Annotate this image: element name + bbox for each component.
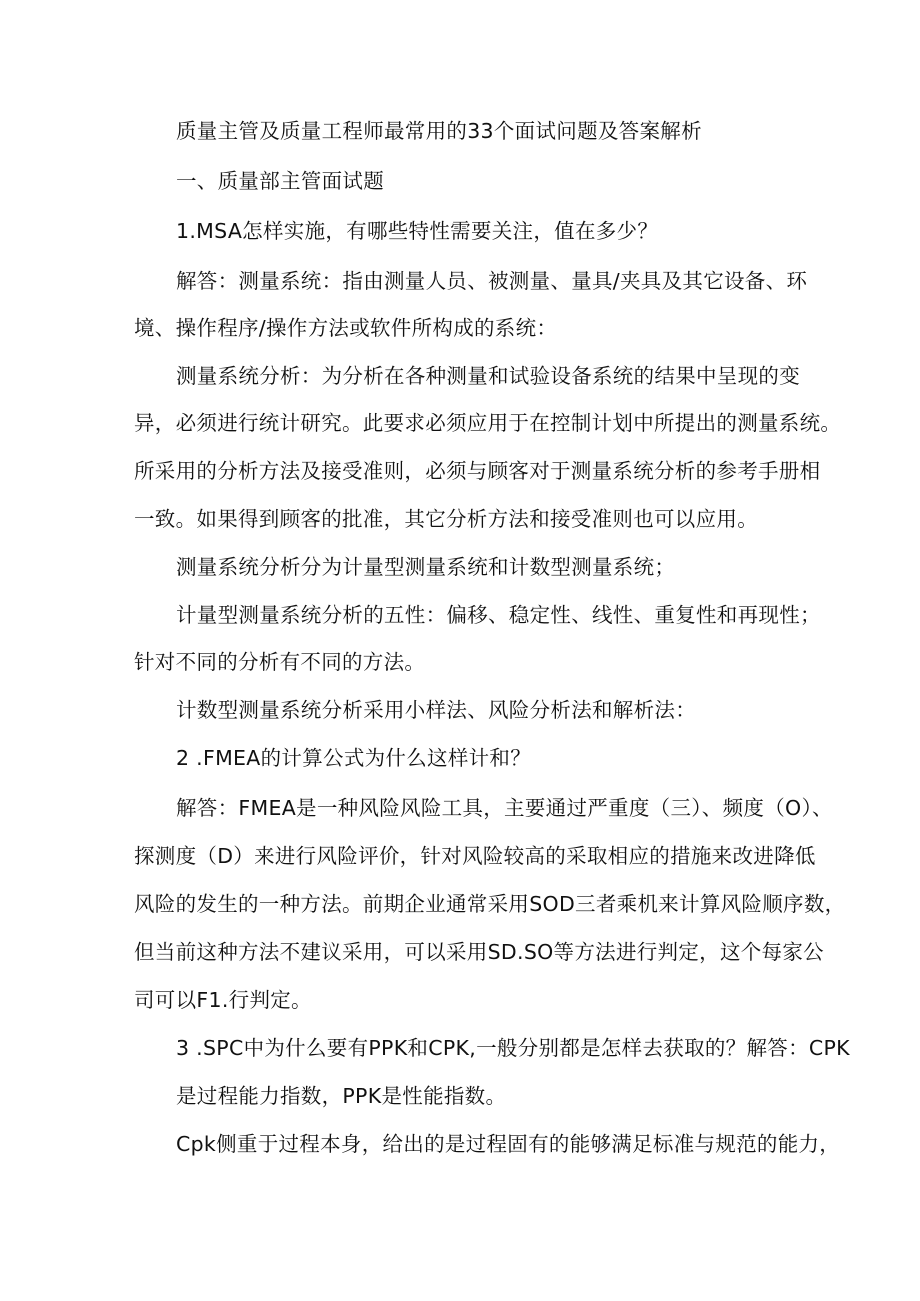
question-2: 2 .FMEA的计算公式为什么这样计和？ (176, 746, 532, 770)
paragraph-line: 风险的发生的一种方法。前期企业通常采用SOD三者乘机来计算风险顺序数， (134, 892, 846, 916)
paragraph-line: 是过程能力指数，PPK是性能指数。 (176, 1084, 507, 1108)
paragraph-line: 针对不同的分析有不同的方法。 (134, 650, 426, 674)
paragraph-line: 计数型测量系统分析采用小样法、风险分析法和解析法： (176, 698, 696, 722)
paragraph-line: 探测度（D）来进行风险评价，针对风险较高的采取相应的措施来改进降低 (134, 844, 816, 868)
paragraph-line: 一致。如果得到顾客的批准，其它分析方法和接受准则也可以应用。 (134, 507, 758, 531)
section-heading: 一、质量部主管面试题 (176, 169, 384, 193)
paragraph-line: 但当前这种方法不建议采用，可以采用SD.SO等方法进行判定，这个每家公 (134, 940, 824, 964)
paragraph-line: 测量系统分析分为计量型测量系统和计数型测量系统； (176, 555, 676, 579)
question-1: 1.MSA怎样实施，有哪些特性需要关注，值在多少？ (176, 219, 659, 243)
paragraph-line: 所采用的分析方法及接受准则，必须与顾客对于测量系统分析的参考手册相 (134, 459, 821, 483)
paragraph-line: 计量型测量系统分析的五性：偏移、稳定性、线性、重复性和再现性； (176, 603, 821, 627)
paragraph-line: 解答：测量系统：指由测量人员、被测量、量具/夹具及其它设备、环 (176, 269, 808, 293)
paragraph-line: 异，必须进行统计研究。此要求必须应用于在控制计划中所提出的测量系统。 (134, 411, 842, 435)
paragraph-line: 测量系统分析：为分析在各种测量和试验设备系统的结果中呈现的变 (176, 364, 800, 388)
paragraph-line: 境、操作程序/操作方法或软件所构成的系统： (134, 316, 558, 340)
paragraph-line: 司可以F1.行判定。 (134, 988, 312, 1012)
question-3: 3 .SPC中为什么要有PPK和CPK,一般分别都是怎样去获取的？解答：CPK (176, 1036, 850, 1060)
paragraph-line: 解答：FMEA是一种风险风险工具，主要通过严重度（三）、频度（O）、 (176, 796, 833, 820)
document-title: 质量主管及质量工程师最常用的33个面试问题及答案解析 (176, 119, 702, 143)
paragraph-line: Cpk侧重于过程本身，给出的是过程固有的能够满足标准与规范的能力， (176, 1132, 841, 1156)
